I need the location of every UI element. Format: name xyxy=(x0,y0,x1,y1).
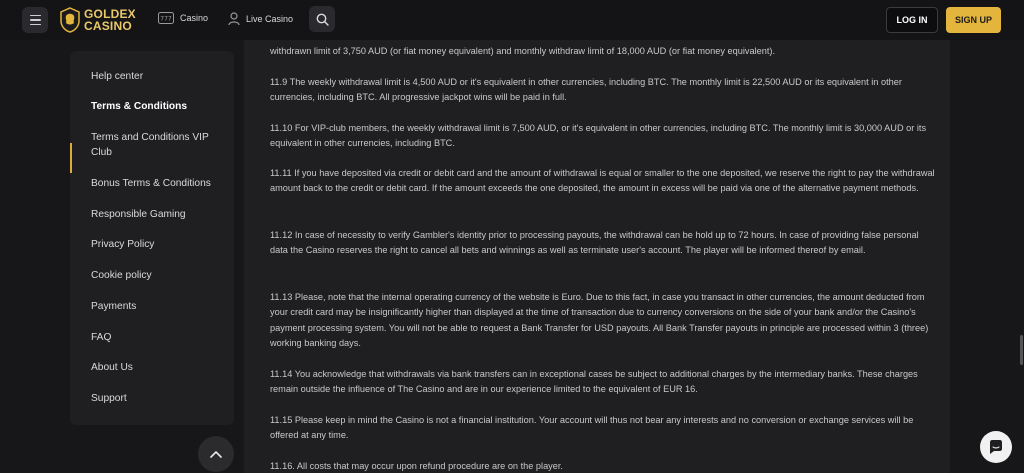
terms-content xyxy=(244,31,950,473)
sidebar-item-responsible-gaming[interactable]: Responsible Gaming xyxy=(91,209,186,220)
nav-casino[interactable] xyxy=(158,12,208,24)
nav-live-casino-label: Live Casino xyxy=(246,14,294,24)
terms-paragraph: 11.12 In case of necessity to verify Gambler's identity prior to processing payouts, the withdrawal can be hold up to 72 hours. In case of providing false personal data the Casino reserves the right to cancel all bets and winnings as well as terminate user's account. The player will be informed thereof by email. xyxy=(270,230,919,256)
terms-paragraph: withdrawn limit of 3,750 AUD (or fiat money equivalent) and monthly withdraw limit of 18,000 AUD (or fiat money equivalent). xyxy=(270,46,776,56)
sidebar-item-bonus-terms[interactable]: Bonus Terms & Conditions xyxy=(91,178,211,189)
live-chat-button[interactable] xyxy=(980,431,1012,463)
terms-paragraph: 11.16. All costs that may occur upon refund procedure are on the player. xyxy=(270,461,563,471)
logo-text-line1: GOLDEX xyxy=(84,7,136,21)
page-scrollbar[interactable] xyxy=(1020,335,1023,365)
terms-paragraph: 11.11 If you have deposited via credit or debit card and the amount of withdrawal is equal or smaller to the one deposited, we reserve the right to pay the withdrawal amount back to the credit or debit card. If the amount exceeds the one deposited, the amount in excess will be paid via one of the alternative payment methods. xyxy=(270,168,935,194)
lion-shield-icon xyxy=(60,7,80,33)
scroll-to-top-button[interactable] xyxy=(198,436,234,472)
chevron-up-icon xyxy=(210,450,222,458)
search-icon xyxy=(316,13,329,26)
site-logo[interactable] xyxy=(60,7,136,33)
top-bar xyxy=(0,0,1024,40)
search-button[interactable] xyxy=(309,6,335,32)
active-indicator xyxy=(70,143,72,173)
sidebar-item-help-center[interactable]: Help center xyxy=(91,71,144,82)
login-button[interactable]: LOG IN xyxy=(886,7,938,33)
nav-casino-label: Casino xyxy=(180,13,209,23)
hamburger-icon xyxy=(30,15,41,17)
slot-machine-icon xyxy=(158,12,174,24)
dealer-icon xyxy=(228,12,240,26)
signup-button[interactable]: SIGN UP xyxy=(946,7,1001,33)
help-sidebar xyxy=(70,51,234,425)
logo-text-line2: CASINO xyxy=(84,19,132,33)
svg-text:777: 777 xyxy=(160,15,172,23)
sidebar-item-payments[interactable]: Payments xyxy=(91,301,137,312)
terms-paragraph: 11.10 For VIP-club members, the weekly withdrawal limit is 7,500 AUD, or it's equivalent in other currencies, including BTC. The monthly limit is 30,000 AUD or its equivalent in other currencies, including BTC. xyxy=(270,123,927,149)
terms-paragraph: 11.15 Please keep in mind the Casino is not a financial institution. Your account will thus not bear any interests and no conversion or exchange services will be offered at any time. xyxy=(270,415,914,441)
sidebar-item-cookie-policy[interactable]: Cookie policy xyxy=(91,270,152,281)
sidebar-item-faq[interactable]: FAQ xyxy=(91,332,112,343)
terms-paragraph: 11.9 The weekly withdrawal limit is 4,500 AUD or it's equivalent in other currencies, including BTC. The monthly limit is 22,500 AUD or its equivalent in other currencies, including BTC. All progressive jackpot wins will be paid in full. xyxy=(270,77,902,103)
sidebar-item-terms-vip-club[interactable]: Terms and Conditions VIP Club xyxy=(91,132,209,158)
terms-paragraph: 11.14 You acknowledge that withdrawals via bank transfers can in exceptional cases be subject to additional charges by the intermediary banks. These charges remain outside the influence of The Casino and are in our experience limited to the equivalent of EUR 16. xyxy=(270,369,918,395)
terms-paragraph: 11.13 Please, note that the internal operating currency of the website is Euro. Due to this fact, in case you transact in other currencies, the amount deducted from your credit card may be insignificantly higher than displayed at the time of transaction due to currency conversions on the side of your bank and/or the Casino's payment processing system. You will not be able to request a Bank Transfer for USD payouts. All Bank Transfer payouts in principle are processed within 3 (three) working banking days. xyxy=(270,292,929,348)
nav-live-casino[interactable] xyxy=(228,12,293,26)
menu-button[interactable] xyxy=(22,7,48,33)
sidebar-item-about-us[interactable]: About Us xyxy=(91,362,133,373)
sidebar-item-terms-conditions[interactable]: Terms & Conditions xyxy=(91,101,188,112)
sidebar-item-support[interactable]: Support xyxy=(91,393,127,404)
chat-icon xyxy=(988,439,1004,455)
sidebar-item-privacy-policy[interactable]: Privacy Policy xyxy=(91,239,155,250)
